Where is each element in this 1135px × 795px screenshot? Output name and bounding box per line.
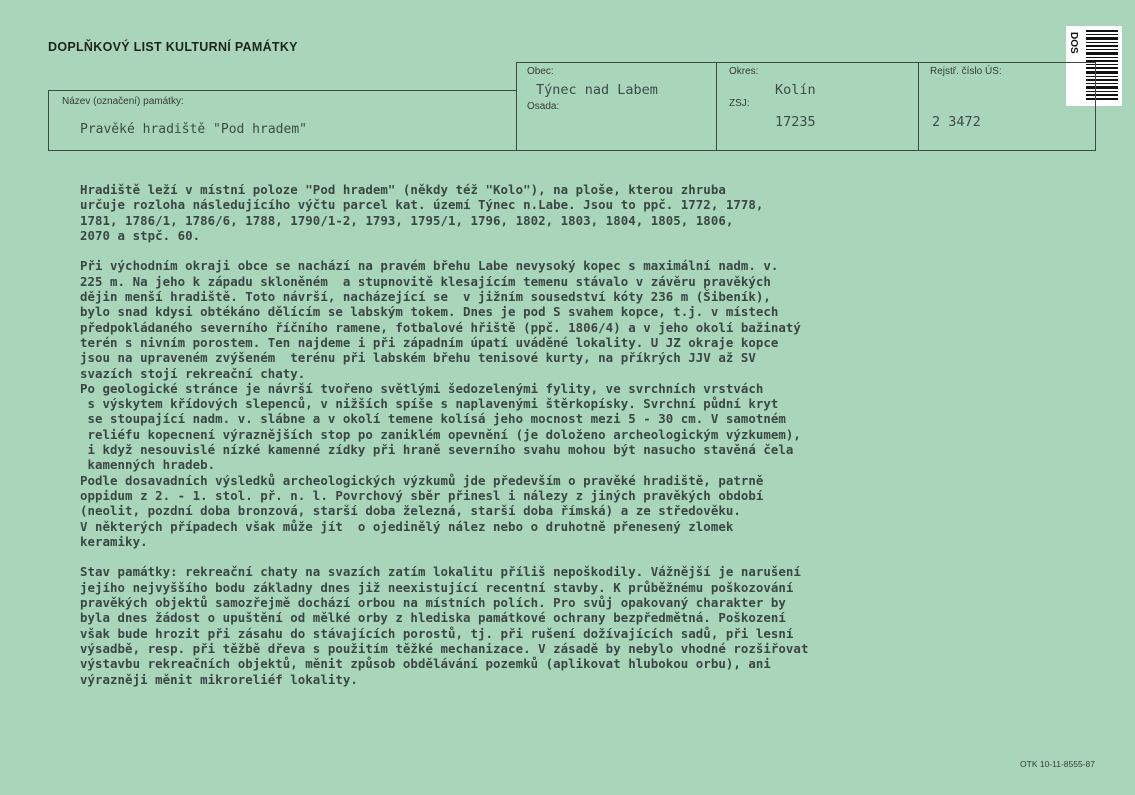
- text-line: Stav památky: rekreační chaty na svazích zatím lokalitu příliš nepoškodily. Vážnější je narušení: [80, 564, 801, 580]
- text-line: V některých případech však může jít o ojedinělý nález nebo o druhotně přenesený zlomek: [80, 518, 734, 534]
- text-line: pravěkých objektů samozřejmě dochází orbou na místních polích. Pro svůj opakovaný charakter by: [80, 595, 786, 611]
- text-line: terén s nivním porostem. Ten najdeme i při západním úpatí uváděné lokality. U JZ okraje kopce: [80, 334, 779, 350]
- text-line: Hradiště leží v místní poloze "Pod hradem" (někdy též "Kolo"), na ploše, kterou zhruba: [80, 182, 726, 197]
- zsj-value: 17235: [775, 114, 816, 130]
- nazev-value: Pravěké hradiště "Pod hradem": [80, 122, 307, 137]
- text-line: keramiky.: [80, 533, 148, 549]
- form-code: OTK 10-11-8555-87: [1020, 759, 1095, 769]
- text-line: výstavbu rekreačních objektů, měnit způsob obdělávání pozemků (aplikovat hlubokou orbu), ani: [80, 656, 771, 672]
- text-line: jejího nejvyššího bodu základny dnes již neexistující recentní stavby. K průběžnému poškozování: [80, 579, 794, 595]
- text-line: byla dnes žádost o upuštění od mělké orby z hlediska památkové ochrany bezpředmětná. Poškození: [80, 610, 786, 626]
- text-line: však bude hrozit při zásahu do stávajících porostů, tj. při rušení dožívajících sadů, při lesní: [80, 625, 794, 641]
- okres-value: Kolín: [775, 82, 816, 98]
- text-line: 225 m. Na jeho k západu skloněném a stupnovitě klesajícím temenu stávalo v závěru pravěkých: [80, 273, 771, 289]
- nazev-top-line: [48, 90, 517, 91]
- stamp-label: DOS: [1068, 32, 1079, 54]
- text-line: s výskytem křídových slepenců, v nižších spíše s naplavenými štěrkopísky. Svrchní půdní kryt: [80, 396, 779, 412]
- obec-value: Týnec nad Labem: [536, 82, 658, 98]
- obec-label: Obec:: [527, 66, 554, 77]
- rejstr-label: Rejstř. číslo ÚS:: [930, 66, 1002, 77]
- text-line: jsou na upraveném zvýšeném terénu při labském břehu tenisové kurty, na příkrých JJV až SV: [80, 350, 756, 366]
- header-divider-2: [716, 62, 717, 150]
- header-bottom-line: [48, 150, 1096, 151]
- text-line: (neolit, pozdní doba bronzová, starší doba železná, starší doba římská) a ze středověku.: [80, 503, 741, 519]
- text-line: [80, 243, 1040, 258]
- text-line: i když nesouvislé nízké kamenné zídky při hraně severního svahu mohou být nasucho stavěná čela: [80, 442, 794, 458]
- text-line: oppidum z 2. - 1. stol. př. n. l. Povrchový sběr přinesl i nálezy z jiných pravěkých období: [80, 487, 764, 503]
- form-title: DOPLŇKOVÝ LIST KULTURNÍ PAMÁTKY: [48, 40, 298, 54]
- barcode-icon: [1086, 30, 1118, 102]
- osada-label: Osada:: [527, 101, 560, 112]
- text-line: předpokládaného severního říčního ramene, fotbalové hřiště (ppč. 1806/4) a v jeho okolí bažinatý: [80, 319, 801, 335]
- text-line: výrazněji měnit mikroreliéf lokality.: [80, 671, 358, 687]
- text-line: dějin menší hradiště. Toto návrší, nacházející se v jižním sousedství kóty 236 m (Šibeník),: [80, 289, 771, 305]
- text-line: bylo snad kdysi obtékáno dělícím se labským tokem. Dnes je pod S svahem kopce, t.j. v místech: [80, 304, 779, 320]
- header-divider-3: [918, 62, 919, 150]
- nazev-left-line: [48, 90, 49, 150]
- text-line: svazích stojí rekreační chaty.: [80, 365, 306, 381]
- text-line: se stoupající nadm. v. slábne a v okolí temene kolísá jeho mocnost mezi 5 - 30 cm. V samotném: [80, 411, 786, 427]
- text-line: reliéfu kopecnení výraznějších stop po zaniklém opevnění (je doloženo archeologickým výzkumem),: [80, 426, 801, 442]
- header-divider-1: [516, 62, 517, 150]
- text-line: Podle dosavadních výsledků archeologických výzkumů jde především o pravěké hradiště, patrně: [80, 472, 764, 488]
- text-line: 2070 a stpč. 60.: [80, 227, 201, 243]
- zsj-label: ZSJ:: [729, 98, 750, 109]
- header-top-line: [516, 62, 1096, 63]
- text-line: 1781, 1786/1, 1786/6, 1788, 1790/1-2, 1793, 1795/1, 1796, 1802, 1803, 1804, 1805, 1806,: [80, 212, 734, 228]
- text-line: Při východním okraji obce se nachází na pravém břehu Labe nevysoký kopec s maximální nadm. v.: [80, 258, 779, 274]
- text-line: Po geologické stránce je návrší tvořeno světlými šedozelenými fylity, ve svrchních vrstvách: [80, 380, 764, 396]
- rejstr-value: 2 3472: [932, 114, 981, 130]
- text-line: kamenných hradeb.: [80, 457, 216, 473]
- description-text: [80, 182, 1040, 687]
- text-line: výsadbě, resp. při těžbě dřeva s použitím těžké mechanizace. V zásadě by nebylo vhodné rozšiřovat: [80, 640, 809, 656]
- text-line: určuje rozloha následujícího výčtu parcel kat. území Týnec n.Labe. Jsou to ppč. 1772, 1778,: [80, 197, 764, 213]
- header-right-line: [1095, 62, 1096, 150]
- okres-label: Okres:: [729, 66, 759, 77]
- barcode-stamp: [1066, 26, 1122, 106]
- nazev-label: Název (označení) památky:: [62, 96, 184, 107]
- text-line: [80, 549, 1040, 564]
